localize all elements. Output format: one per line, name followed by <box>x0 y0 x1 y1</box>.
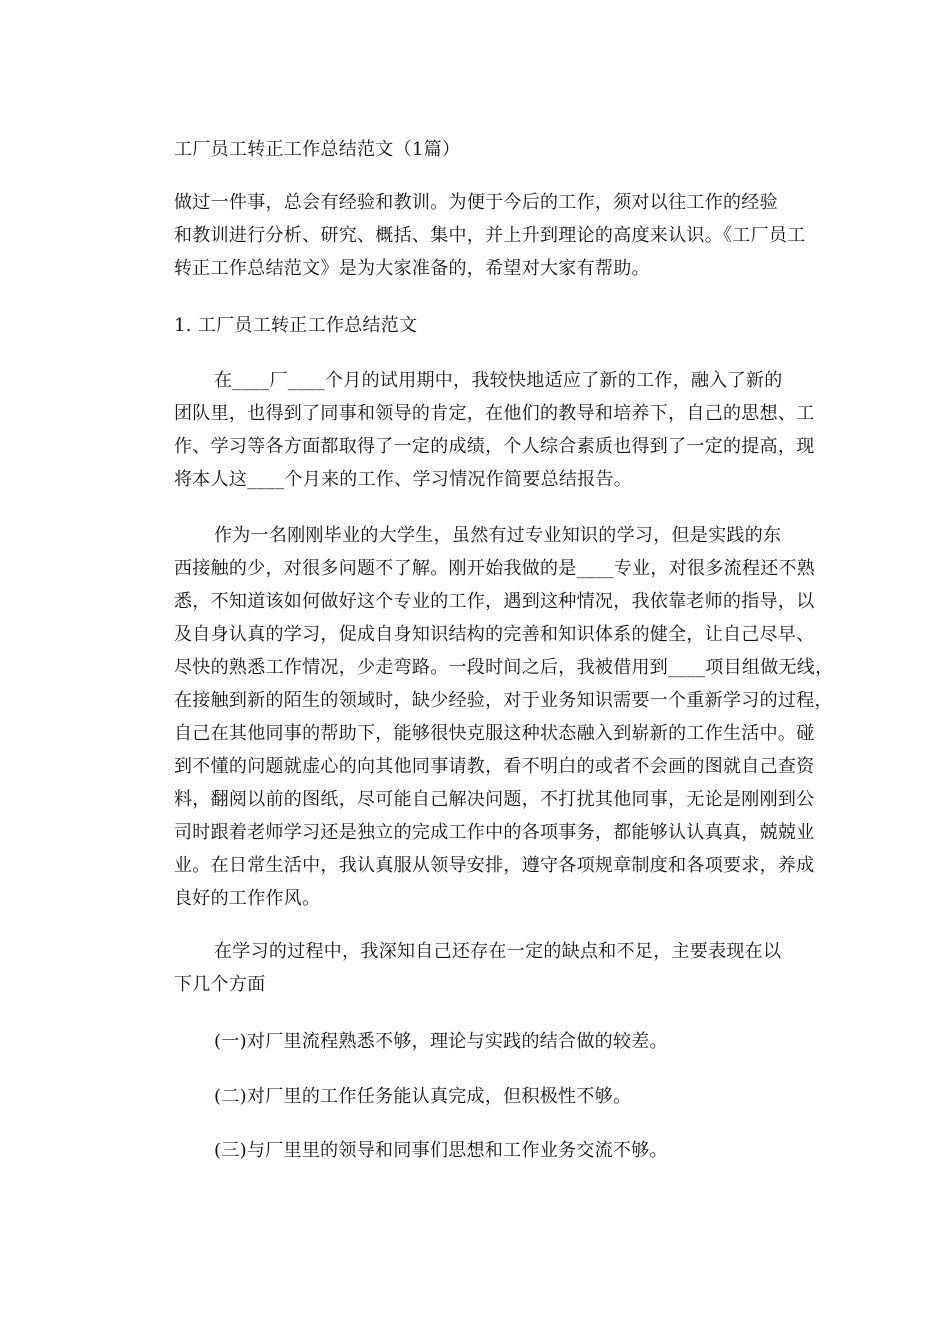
paragraph-line: 司时跟着老师学习还是独立的完成工作中的各项事务，都能够认认真真，兢兢业 <box>174 822 815 843</box>
intro-line: 做过一件事，总会有经验和教训。为便于今后的工作，须对以往工作的经验 <box>174 192 778 213</box>
paragraph-line: 团队里，也得到了同事和领导的肯定，在他们的教导和培养下，自己的思想、工 <box>174 403 815 424</box>
document-title: 工厂员工转正工作总结范文（1篇） <box>174 139 461 160</box>
list-item: (一)对厂里流程熟悉不够，理论与实践的结合做的较差。 <box>214 1031 668 1052</box>
paragraph-line: 自己在其他同事的帮助下，能够很快克服这种状态融入到崭新的工作生活中。碰 <box>174 723 815 744</box>
paragraph-line: 作、学习等各方面都取得了一定的成绩，个人综合素质也得到了一定的提高，现 <box>174 436 815 457</box>
list-item: (三)与厂里里的领导和同事们思想和工作业务交流不够。 <box>214 1140 668 1161</box>
paragraph-line: 在接触到新的陌生的领域时，缺少经验，对于业务知识需要一个重新学习的过程， <box>174 690 833 711</box>
paragraph-line: 西接触的少，对很多问题不了解。刚开始我做的是____专业，对很多流程还不熟 <box>174 558 816 579</box>
paragraph-line: 在学习的过程中，我深知自己还存在一定的缺点和不足，主要表现在以 <box>214 941 782 962</box>
paragraph-line: 良好的工作作风。 <box>174 888 321 909</box>
intro-line: 转正工作总结范文》是为大家准备的，希望对大家有帮助。 <box>174 258 650 279</box>
paragraph-line: 将本人这____个月来的工作、学习情况作简要总结报告。 <box>174 469 633 490</box>
paragraph-line: 在____厂____个月的试用期中，我较快地适应了新的工作，融入了新的 <box>214 370 783 391</box>
paragraph-line: 尽快的熟悉工作情况，少走弯路。一段时间之后，我被借用到____项目组做无线， <box>174 657 834 678</box>
section-heading: 1. 工厂员工转正工作总结范文 <box>174 315 418 336</box>
paragraph-line: 到不懂的问题就虚心的向其他同事请教，看不明白的或者不会画的图就自己查资 <box>174 756 815 777</box>
paragraph-line: 作为一名刚刚毕业的大学生，虽然有过专业知识的学习，但是实践的东 <box>214 525 782 546</box>
paragraph-line: 业。在日常生活中，我认真服从领导安排，遵守各项规章制度和各项要求，养成 <box>174 855 815 876</box>
paragraph-line: 悉，不知道该如何做好这个专业的工作，遇到这种情况，我依靠老师的指导，以 <box>174 591 815 612</box>
paragraph-line: 料，翻阅以前的图纸，尽可能自己解决问题，不打扰其他同事，无论是刚刚到公 <box>174 789 815 810</box>
paragraph-line: 下几个方面 <box>174 974 266 995</box>
list-item: (二)对厂里的工作任务能认真完成，但积极性不够。 <box>214 1086 632 1107</box>
intro-line: 和教训进行分析、研究、概括、集中，并上升到理论的高度来认识。《工厂员工 <box>174 225 806 246</box>
paragraph-line: 及自身认真的学习，促成自身知识结构的完善和知识体系的健全，让自己尽早、 <box>174 624 815 645</box>
